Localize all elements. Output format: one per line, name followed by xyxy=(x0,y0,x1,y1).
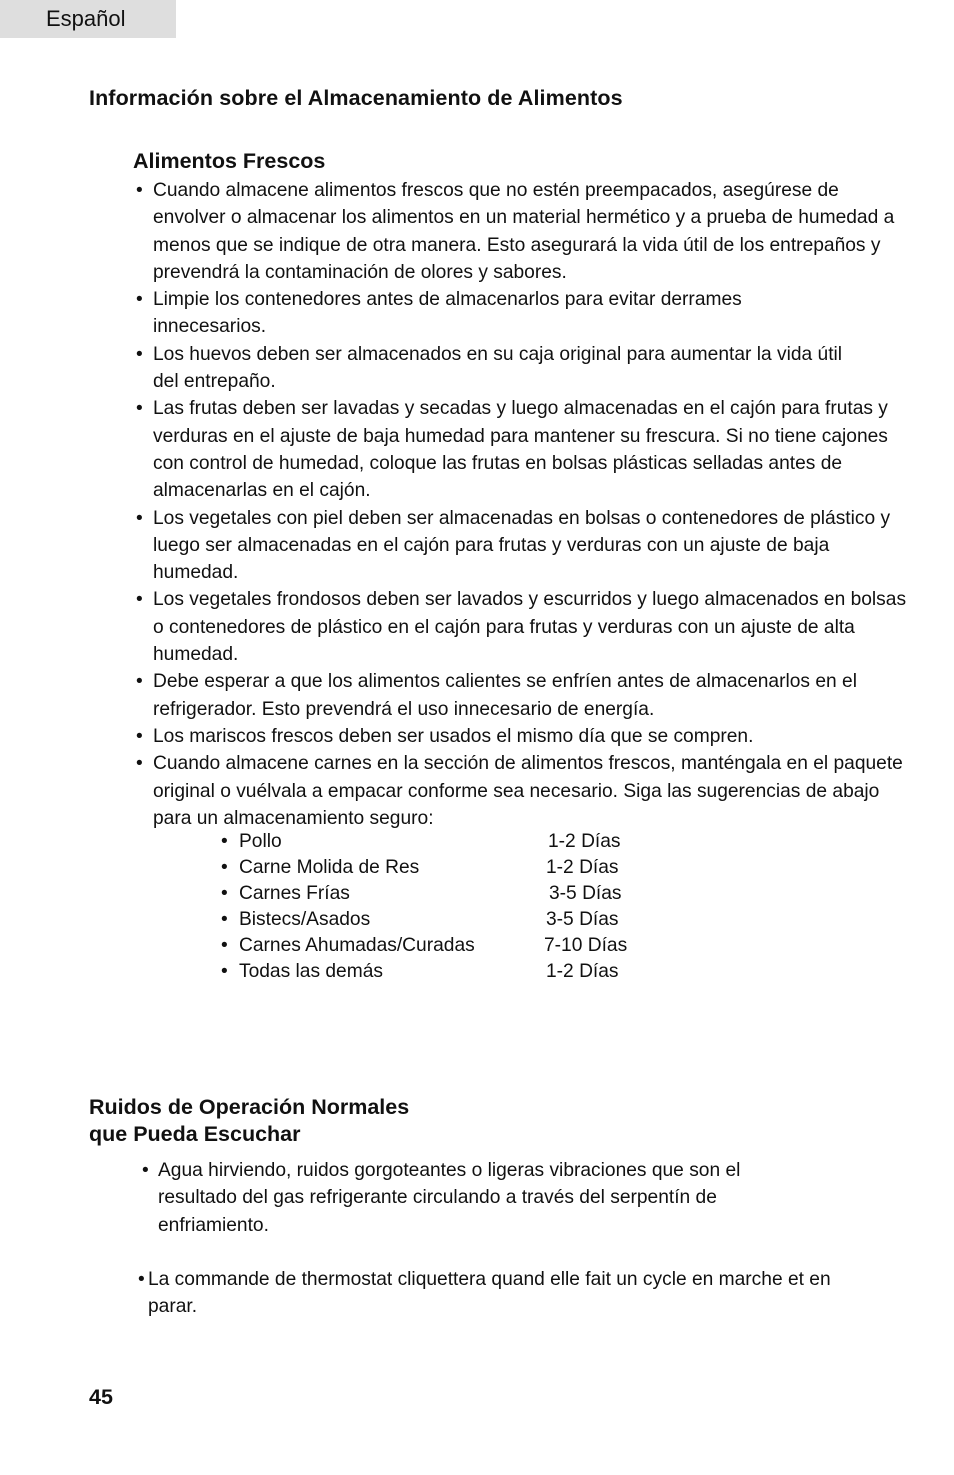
page-title: Información sobre el Almacenamiento de Alimentos xyxy=(89,86,623,110)
storage-item: • Carnes Frías xyxy=(239,881,350,907)
language-tab: Español xyxy=(0,0,176,38)
list-item: • Los mariscos frescos deben ser usados el mismo día que se compren. xyxy=(133,723,913,750)
list-item: • La commande de thermostat cliquettera quand elle fait un cycle en marche et en parar. xyxy=(138,1266,860,1321)
storage-days: 1-2 Días xyxy=(546,857,619,878)
list-item: • Limpie los contenedores antes de almacenarlos para evitar derrames innecesarios. xyxy=(133,286,743,341)
storage-days: 3-5 Días xyxy=(549,883,622,904)
list-item: • Agua hirviendo, ruidos gorgoteantes o ligeras vibraciones que son el resultado del gas refrigerante circulando a través del serpentín de enfriamiento. xyxy=(140,1157,818,1239)
storage-item: • Carne Molida de Res xyxy=(239,855,419,881)
fresh-foods-list xyxy=(133,177,907,832)
list-item: • Los huevos deben ser almacenados en su caja original para aumentar la vida útil del entrepaño. xyxy=(133,341,871,396)
storage-days: 1-2 Días xyxy=(546,961,619,982)
list-item: • Los vegetales con piel deben ser almacenadas en bolsas o contenedores de plástico y luego ser almacenadas en el cajón para frutas y verduras con un ajuste de baja humedad. xyxy=(133,505,903,587)
storage-item: • Todas las demás xyxy=(239,959,383,985)
noises-list xyxy=(140,1157,840,1320)
storage-item: • Pollo xyxy=(239,829,282,855)
list-item: • Los vegetales frondosos deben ser lavados y escurridos y luego almacenados en bolsas o contenedores de plástico en el cajón para frutas y verduras con un ajuste de alta humedad. xyxy=(133,586,913,668)
noises-heading-line2: que Pueda Escuchar xyxy=(89,1122,301,1146)
storage-days: 7-10 Días xyxy=(544,935,628,956)
page-number: 45 xyxy=(89,1385,113,1409)
list-item: • Cuando almacene carnes en la sección de alimentos frescos, manténgala en el paquete original o vuélvala a empacar conforme sea necesario. Siga las sugerencias de abajo para un almacenamiento seguro: xyxy=(133,750,905,832)
list-item: • Debe esperar a que los alimentos calientes se enfríen antes de almacenarlos en el refrigerador. Esto prevendrá el uso innecesario de energía. xyxy=(133,668,905,723)
fresh-foods-heading: Alimentos Frescos xyxy=(133,149,326,173)
storage-item: • Bistecs/Asados xyxy=(239,907,370,933)
list-item: • Las frutas deben ser lavadas y secadas y luego almacenadas en el cajón para frutas y verduras en el ajuste de baja humedad para mantener su frescura. Si no tiene cajones con control de humedad, coloque las frutas en bolsas plásticas selladas antes de almacenarlas en el cajón. xyxy=(133,395,905,504)
storage-item: • Carnes Ahumadas/Curadas xyxy=(239,933,475,959)
storage-days: 1-2 Días xyxy=(548,831,621,852)
list-item: • Cuando almacene alimentos frescos que no estén preempacados, asegúrese de envolver o almacenar los alimentos en un material hermético y a prueba de humedad a menos que se indique de otra manera. Esto asegurará la vida útil de los entrepaños y prevendrá la contaminación de olores y sabores. xyxy=(133,177,895,286)
noises-heading-line1: Ruidos de Operación Normales xyxy=(89,1095,410,1119)
noises-heading xyxy=(89,1094,409,1148)
storage-days: 3-5 Días xyxy=(546,909,619,930)
